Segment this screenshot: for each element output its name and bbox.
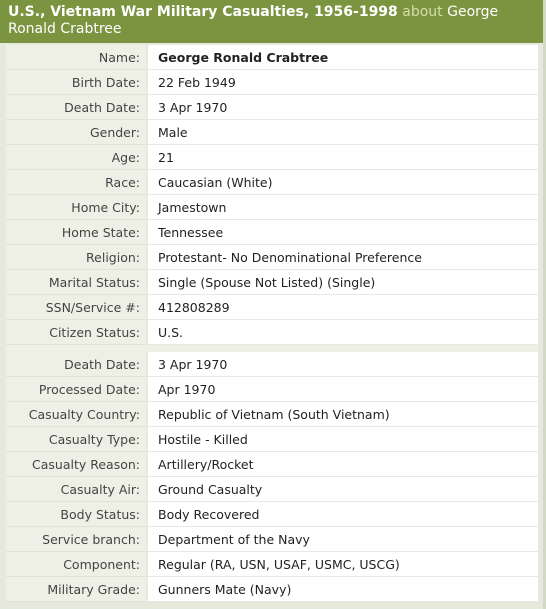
field-value: Single (Spouse Not Listed) (Single) (148, 270, 538, 295)
field-value: Body Recovered (148, 502, 538, 527)
field-label: Citizen Status: (6, 320, 146, 345)
field-label: SSN/Service #: (6, 295, 146, 320)
record-row (6, 502, 538, 527)
record-row (6, 352, 538, 377)
field-label: Death Date: (6, 95, 146, 120)
field-label: Home State: (6, 220, 146, 245)
collection-title[interactable]: U.S., Vietnam War Military Casualties, 1956-1998 (8, 4, 398, 20)
field-label: Processed Date: (6, 377, 146, 402)
field-label: Component: (6, 552, 146, 577)
field-value: Jamestown (148, 195, 538, 220)
record-table (6, 45, 538, 602)
field-label: Casualty Reason: (6, 452, 146, 477)
field-label: Religion: (6, 245, 146, 270)
field-value: Hostile - Killed (148, 427, 538, 452)
record-row (6, 45, 538, 70)
field-value: Apr 1970 (148, 377, 538, 402)
record-row (6, 527, 538, 552)
record-row (6, 245, 538, 270)
field-value: Protestant- No Denominational Preference (148, 245, 538, 270)
record-row (6, 427, 538, 452)
record-row (6, 552, 538, 577)
field-value: Tennessee (148, 220, 538, 245)
field-label: Name: (6, 45, 146, 70)
field-value: Caucasian (White) (148, 170, 538, 195)
field-value: 3 Apr 1970 (148, 352, 538, 377)
field-label: Body Status: (6, 502, 146, 527)
field-value: George Ronald Crabtree (148, 45, 538, 70)
record-row (6, 402, 538, 427)
field-label: Service branch: (6, 527, 146, 552)
field-label: Casualty Air: (6, 477, 146, 502)
field-value: Ground Casualty (148, 477, 538, 502)
field-value: 412808289 (148, 295, 538, 320)
field-value: Regular (RA, USN, USAF, USMC, USCG) (148, 552, 538, 577)
person-name-heading[interactable]: George Ronald Crabtree (8, 4, 499, 37)
record-row (6, 577, 538, 602)
field-value: Republic of Vietnam (South Vietnam) (148, 402, 538, 427)
record-header (0, 0, 543, 43)
about-text: about (402, 4, 443, 20)
record-row (6, 270, 538, 295)
section-divider (6, 345, 538, 352)
record-row (6, 170, 538, 195)
record-row (6, 70, 538, 95)
record-row (6, 477, 538, 502)
field-value: 3 Apr 1970 (148, 95, 538, 120)
field-label: Birth Date: (6, 70, 146, 95)
field-label: Death Date: (6, 352, 146, 377)
field-label: Military Grade: (6, 577, 146, 602)
field-value: Male (148, 120, 538, 145)
record-row (6, 145, 538, 170)
field-label: Casualty Country: (6, 402, 146, 427)
field-label: Marital Status: (6, 270, 146, 295)
record-row (6, 377, 538, 402)
field-value: U.S. (148, 320, 538, 345)
field-label: Race: (6, 170, 146, 195)
field-value: 22 Feb 1949 (148, 70, 538, 95)
record-row (6, 195, 538, 220)
field-value: 21 (148, 145, 538, 170)
field-label: Home City: (6, 195, 146, 220)
field-label: Casualty Type: (6, 427, 146, 452)
record-row (6, 320, 538, 345)
record-row (6, 95, 538, 120)
field-value: Artillery/Rocket (148, 452, 538, 477)
field-label: Age: (6, 145, 146, 170)
field-label: Gender: (6, 120, 146, 145)
record-row (6, 295, 538, 320)
field-value: Gunners Mate (Navy) (148, 577, 538, 602)
record-row (6, 220, 538, 245)
record-row (6, 452, 538, 477)
field-value: Department of the Navy (148, 527, 538, 552)
record-row (6, 120, 538, 145)
